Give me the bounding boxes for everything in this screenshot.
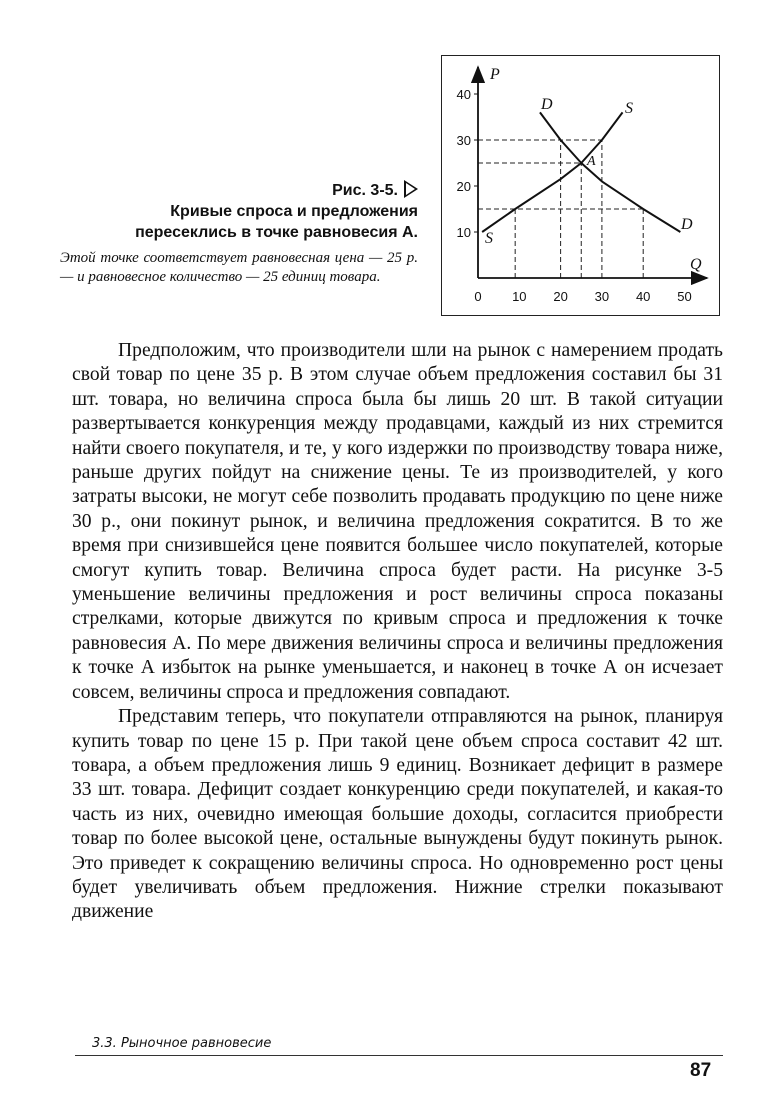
demand-label-top: D (541, 96, 553, 113)
supply-label-top: S (625, 100, 633, 117)
x-tick-label: 50 (677, 289, 692, 304)
dashed-guides (478, 140, 643, 278)
figure-title-line1: Кривые спроса и предложения (170, 203, 418, 220)
figure-title-line2: пересеклись в точке равновесия А. (135, 224, 418, 241)
equilibrium-label: A (587, 154, 596, 169)
figure-description: Этой точке соответствует равновесная цена — 25 р. — и равновесное количество — 25 единиц товара. (60, 250, 418, 285)
y-tick-label: 40 (456, 87, 471, 102)
x-tick-label: 10 (512, 289, 527, 304)
paragraph-2: Представим теперь, что покупатели отправляются на рынок, планируя купить товар по цене 15 р. При такой цене объем спроса составит 42 шт. товара, а объем предложения лишь 9 единиц. Возникает дефицит в размере 33 шт. товара. Дефицит создает конкуренцию среди покупателей, и какая-то часть из них, очевидно имеющая большие доходы, согласится приобрести товар по более высокой цене, остальные вынуждены будут покинуть рынок. Это приведет к сокращению величины спроса. Но одновременно рост цены будет увеличивать объем предложения. Нижние стрелки показывают движение (72, 706, 723, 923)
y-tick-label: 30 (456, 133, 471, 148)
body-text (72, 339, 723, 925)
x-tick-label: 20 (553, 289, 568, 304)
y-tick-label: 20 (456, 179, 471, 194)
x-tick-label: 0 (474, 289, 482, 304)
x-axis-label: Q (690, 256, 702, 273)
y-tick-label: 10 (456, 225, 471, 240)
demand-label-bottom: D (681, 216, 693, 233)
page-number: 87 (690, 1060, 712, 1081)
axis-ticks (457, 87, 692, 304)
y-axis-label: P (490, 66, 500, 83)
x-tick-label: 40 (635, 289, 651, 304)
supply-label-bottom: S (485, 230, 493, 247)
curve-labels (485, 66, 702, 273)
paragraph-1: Предположим, что производители шли на рынок с намерением продать свой товар по цене 35 р. В этом случае объем предложения составил бы 31 шт. товара, но величина спроса была бы лишь 20 шт. В такой ситуации развертывается конкуренция между продавцами, каждый из них стремится найти своего покупателя, и те, у кого издержки по производству товара ниже, раньше других пойдут на снижение цены. Те из производителей, у кого затраты высоки, не могут себе позволить продавать продукцию по цене ниже 30 р., они покинут рынок, и величина предложения сократится. В то же время при снизившейся цене появится большее число покупателей, которые смогут купить товар. Величина спроса будет расти. На рисунке 3-5 уменьшение величины предложения и рост величины спроса показаны стрелками, которые движутся по кривым спроса и предложения к точке равновесия А. По мере движения величины спроса и величины предложения к точке А избыток на рынке уменьшается, и наконец в точке А он исчезает совсем, величины спроса и предложения совпадают. (72, 340, 723, 703)
chart-svg (1, 1, 760, 331)
supply-demand-chart (441, 55, 720, 316)
footer-divider (75, 1055, 723, 1056)
running-footer-section: 3.3. Рыночное равновесие (92, 1036, 272, 1051)
figure-label: Рис. 3-5. (332, 182, 398, 199)
x-tick-label: 30 (594, 289, 610, 304)
